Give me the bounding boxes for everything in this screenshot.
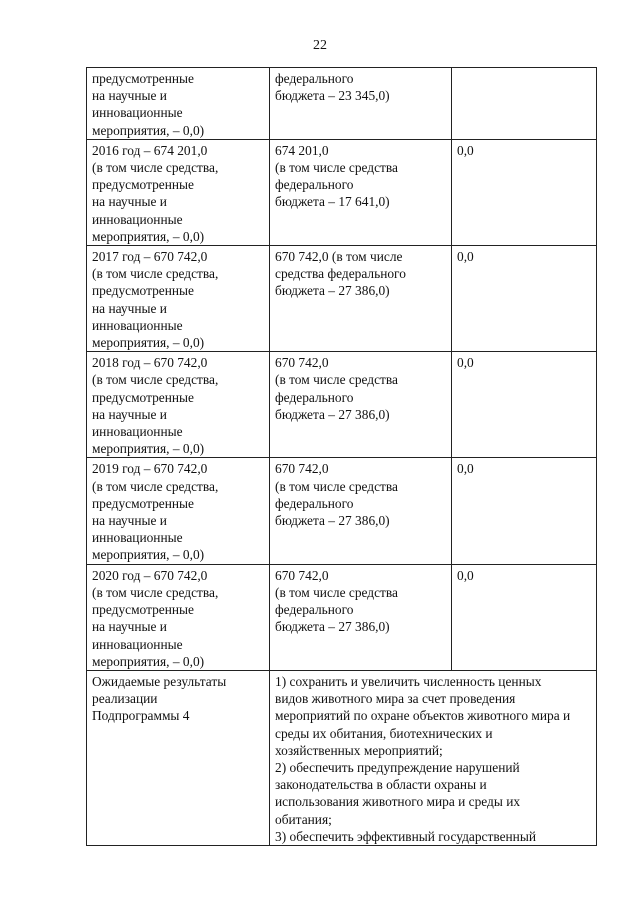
- other-funding-cell: 0,0: [452, 139, 597, 245]
- federal-funding-cell: федерального бюджета – 23 345,0): [270, 68, 452, 140]
- other-funding-cell: [452, 68, 597, 140]
- year-funding-cell: 2020 год – 670 742,0 (в том числе средства, предусмотренные на научные и инновационные мероприятия, – 0,0): [87, 564, 270, 670]
- table-row: [87, 139, 597, 245]
- other-funding-cell: 0,0: [452, 458, 597, 564]
- expected-results-label: Ожидаемые результаты реализации Подпрограммы 4: [87, 670, 270, 845]
- expected-results-text: 1) сохранить и увеличить численность ценных видов животного мира за счет проведения мероприятий по охране объектов животного мира и среды их обитания, биотехнических и хозяйственных мероприятий; 2) обеспечить предупреждение нарушений законодательства в области охраны и использования животного мира и среды их обитания; 3) обеспечить эффективный государственный: [270, 670, 597, 845]
- federal-funding-cell: 670 742,0 (в том числе средства федерального бюджета – 27 386,0): [270, 458, 452, 564]
- year-funding-cell: предусмотренные на научные и инновационные мероприятия, – 0,0): [87, 68, 270, 140]
- table-row: [87, 246, 597, 352]
- year-funding-cell: 2018 год – 670 742,0 (в том числе средства, предусмотренные на научные и инновационные мероприятия, – 0,0): [87, 352, 270, 458]
- funding-table: [86, 67, 597, 846]
- federal-funding-cell: 670 742,0 (в том числе средства федерального бюджета – 27 386,0): [270, 246, 452, 352]
- table-row: [87, 352, 597, 458]
- federal-funding-cell: 674 201,0 (в том числе средства федерального бюджета – 17 641,0): [270, 139, 452, 245]
- other-funding-cell: 0,0: [452, 246, 597, 352]
- other-funding-cell: 0,0: [452, 564, 597, 670]
- expected-results-row: [87, 670, 597, 845]
- table-row: [87, 564, 597, 670]
- year-funding-cell: 2016 год – 674 201,0 (в том числе средства, предусмотренные на научные и инновационные мероприятия, – 0,0): [87, 139, 270, 245]
- federal-funding-cell: 670 742,0 (в том числе средства федерального бюджета – 27 386,0): [270, 352, 452, 458]
- federal-funding-cell: 670 742,0 (в том числе средства федерального бюджета – 27 386,0): [270, 564, 452, 670]
- other-funding-cell: 0,0: [452, 352, 597, 458]
- year-funding-cell: 2019 год – 670 742,0 (в том числе средства, предусмотренные на научные и инновационные мероприятия, – 0,0): [87, 458, 270, 564]
- page-number: 22: [313, 38, 327, 53]
- year-funding-cell: 2017 год – 670 742,0 (в том числе средства, предусмотренные на научные и инновационные мероприятия, – 0,0): [87, 246, 270, 352]
- table-row: [87, 68, 597, 140]
- table-row: [87, 458, 597, 564]
